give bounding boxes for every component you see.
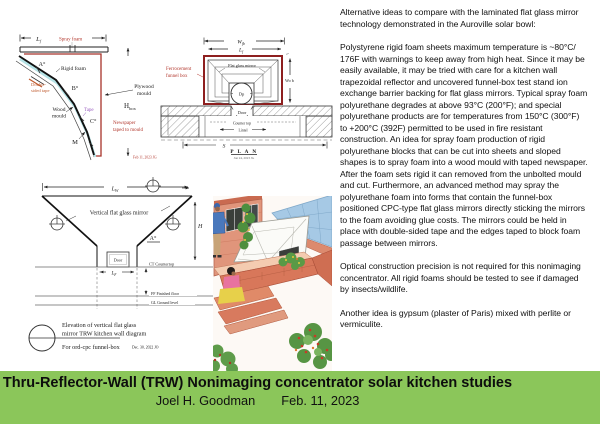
dim-wfb-label: $W_{fb}$ (237, 39, 245, 46)
mould-date-note: Feb 11, 2023 JG (133, 155, 157, 160)
gl-label: GL Ground level (151, 300, 179, 305)
svg-text:taped to mould: taped to mould (113, 128, 143, 133)
angle-b-label: B° (71, 86, 79, 92)
two-inch-note: 2" (286, 52, 290, 56)
flat-glass-mirror-label: Flat glass mirror (228, 63, 256, 68)
svg-text:sided tape: sided tape (31, 88, 50, 93)
m-label: M (72, 139, 78, 146)
paragraph: Another idea is gypsum (plaster of Paris) mixed with perlite or vermiculite. (340, 307, 571, 330)
lintel-label: Lintel (238, 128, 248, 133)
vertical-mirror-label: Vertical flat glass mirror (89, 210, 149, 217)
plan-title: P L A N (230, 149, 258, 155)
solar-kitchen-illustration (208, 194, 335, 372)
svg-text:funnel box: funnel box (166, 74, 188, 79)
date-text: Feb. 11, 2023 (281, 393, 360, 408)
datum-icon (145, 177, 161, 192)
ff-label: FF Finished floor (151, 291, 180, 296)
dim-lf-elev-label: $L_F$ (111, 271, 117, 277)
elevation-diagram (35, 177, 213, 309)
dim-lf-label: $L_f$ (36, 36, 41, 44)
dim-lf-plan-label: $L_f$ (238, 47, 244, 54)
tape-label: Tape (84, 108, 94, 113)
dim-wob-label: Wo b (285, 78, 294, 83)
angle-a-elev-label: A° (149, 236, 157, 242)
plywood-mould-label: Plywood (134, 84, 154, 90)
funnel-box-plan-diagram (161, 38, 332, 162)
paragraph: Polystyrene rigid foam sheets maximum temperature is ~80°C/ 176F with warnings to keep away from high heat. Since it may be easily available, it may be tried with care for a kitchen wall trapezoidal reflector and uncovered funnel-box test stand ion exchange barrier backing for flat glass mirrors. Typical spray foam polyurethane degrades at above 93°C (200°F); and special polyurethane products are for temperatures from 150°C (300°F) to +200°C (392F) permitted to be used in fire resistant construction. An idea for spray foam production of rigid polyurethane blocks that can be cut into sheets and sloped shapes is to spray foam into a wood mould with taped newspaper. After the foam sets rigid it can removed from the unbolted mould and cut. Furthermore, an advanced method may spray the polyurethane foam into forms that contain the funnel-box positioned CPC-type flat glass mirrors directly sticking the mirrors to the foam avoiding glue costs. The mirrors could be held in place with double-sided tape and the edges taped to block foam passage between mirrors. (340, 42, 588, 248)
paragraph: Alternative ideas to compare with the laminated flat glass mirror technology demonstrated in the Auroville solar bowl: (340, 7, 579, 29)
door-elev-label: Door (113, 257, 123, 263)
byline (0, 393, 515, 408)
angle-c-label: C° (90, 119, 97, 125)
drawing-caption (29, 322, 159, 351)
right-mirror-slope (137, 196, 192, 246)
right-text-column (340, 7, 588, 343)
dp-label: Dp (238, 91, 245, 97)
counter-top-label: Counter top (232, 121, 252, 126)
datum-icon (49, 215, 65, 230)
newspaper-label: Newspaper (113, 121, 136, 126)
double-sided-tape-label: Double- (31, 82, 47, 87)
rigid-foam-label: Rigid foam (61, 66, 86, 72)
caption-line2: mirror TRW kitchen wall diagram (62, 330, 147, 338)
footer-banner (0, 371, 600, 424)
plan-date-note: Jan 24, 2023 JG (233, 156, 255, 160)
angle-a-label: A° (38, 62, 46, 68)
ferrocement-label: Ferrocement (166, 67, 192, 72)
door-plan-label: Door (237, 110, 247, 115)
author-name: Joel H. Goodman (155, 393, 256, 408)
wood-mould-label: Wood (52, 107, 66, 113)
caption-line3: For ord-cpc funnel-box (62, 344, 120, 351)
hbox-label: $H_{box}$ (124, 102, 136, 111)
dim-h-label: H (198, 224, 203, 230)
caption-line1: Elevation of vertical flat glass (62, 322, 137, 329)
figures-panel (0, 0, 335, 372)
dim-s-label: S (222, 143, 226, 150)
paragraph: Optical construction precision is not required for this nonimaging concentrator. All rigid foams should be tested to see if damaged by insects/wildlife. (340, 261, 581, 295)
left-mirror-slope (42, 196, 97, 246)
svg-text:mould: mould (51, 113, 67, 120)
mould-section-diagram (16, 35, 157, 161)
caption-date-note: Dec. 30, 2022 JO (132, 345, 159, 350)
svg-text:mould: mould (136, 91, 152, 97)
page-title: Thru-Reflector-Wall (TRW) Nonimaging concentrator solar kitchen studies (2, 375, 513, 391)
dim-lw-label: $L_W$ (111, 186, 119, 193)
ct-label: CT Countertop (149, 261, 175, 267)
spray-foam-label: Spray foam (59, 37, 83, 43)
